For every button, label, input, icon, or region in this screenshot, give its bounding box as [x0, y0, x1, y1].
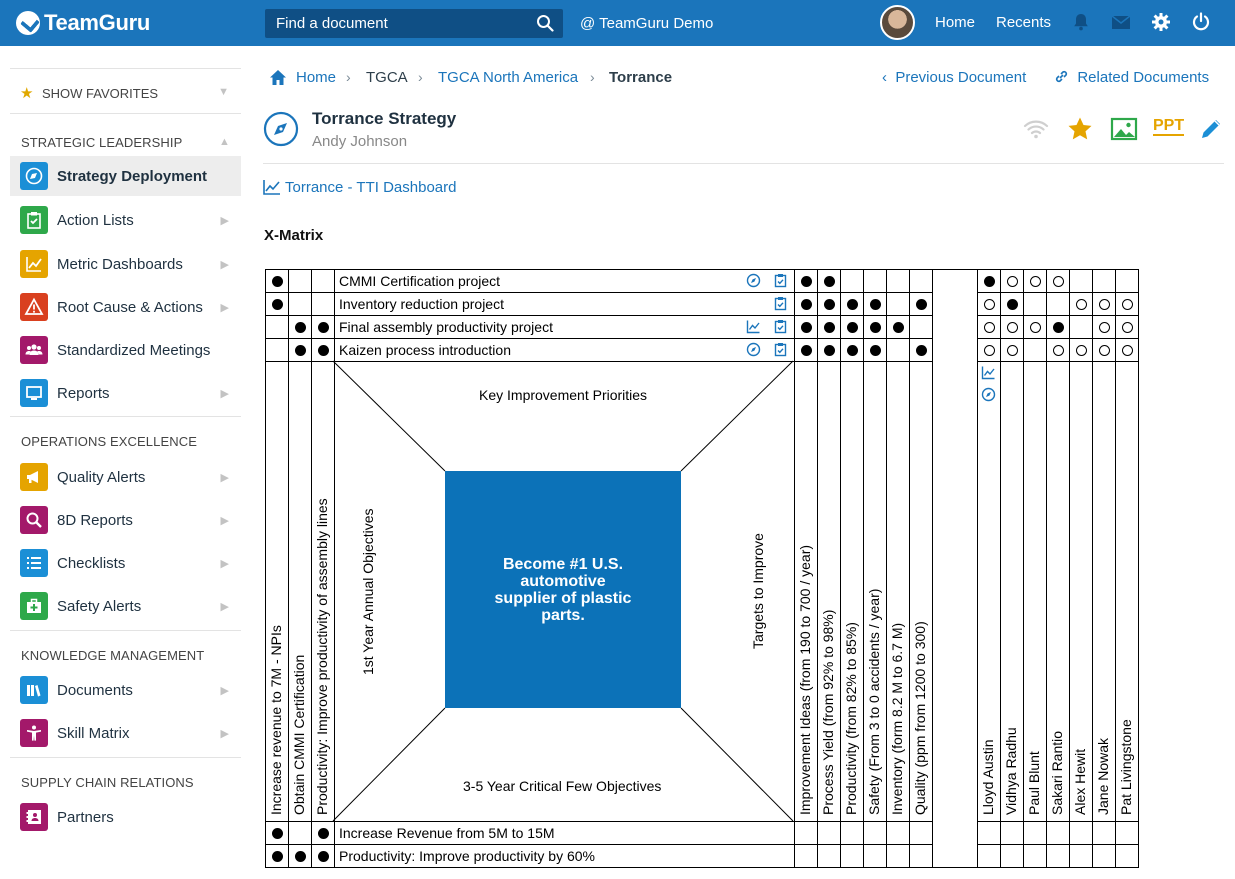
quadrant-label-right: Targets to Improve [750, 533, 766, 649]
filled-dot-icon [1007, 299, 1018, 310]
owner-name: Jane Nowak [1095, 737, 1111, 815]
filled-dot-icon [272, 276, 283, 287]
filled-dot-icon [801, 322, 812, 333]
edit-pencil-icon[interactable] [1197, 115, 1225, 143]
filled-dot-icon [318, 345, 329, 356]
line-chart-icon[interactable] [746, 319, 761, 334]
app-name: TeamGuru [44, 10, 150, 35]
open-circle-icon [1053, 276, 1064, 287]
filled-dot-icon [295, 851, 306, 862]
contact-card-icon [20, 803, 48, 831]
filled-dot-icon [801, 299, 812, 310]
mail-icon[interactable] [1110, 11, 1132, 33]
image-icon[interactable] [1110, 115, 1138, 143]
filled-dot-icon [916, 345, 927, 356]
open-circle-icon [1007, 322, 1018, 333]
clipboard-check-icon[interactable] [773, 296, 788, 311]
sidebar-item-label: Standardized Meetings [57, 342, 211, 359]
annual-objective-label: Increase revenue to 7M - NPIs [268, 625, 284, 815]
chevron-right-icon: ▶ [220, 472, 229, 484]
related-documents-label: Related Documents [1077, 69, 1210, 86]
objective-correlation-cell [265, 338, 289, 362]
sidebar-item-8d-reports[interactable] [10, 500, 241, 540]
compass-icon[interactable] [746, 342, 761, 357]
priority-label: Final assembly productivity project [339, 319, 553, 335]
open-circle-icon [1099, 299, 1110, 310]
sidebar-item-partners[interactable] [10, 797, 241, 837]
show-favorites-label: SHOW FAVORITES [42, 86, 159, 101]
open-circle-icon [1030, 276, 1041, 287]
show-favorites[interactable] [10, 68, 241, 114]
open-circle-icon [1122, 345, 1133, 356]
filled-dot-icon [847, 299, 858, 310]
clipboard-check-icon[interactable] [773, 273, 788, 288]
chevron-right-icon: › [590, 69, 595, 85]
open-circle-icon [1099, 345, 1110, 356]
compass-icon [263, 111, 299, 147]
monitor-icon [20, 379, 48, 407]
target-correlation-cell [840, 844, 864, 868]
filled-dot-icon [272, 299, 283, 310]
magnifier-icon [20, 506, 48, 534]
objective-correlation-cell [288, 269, 312, 293]
objective-correlation-cell [288, 292, 312, 316]
objective-correlation-cell [311, 292, 335, 316]
gear-icon[interactable] [1150, 11, 1172, 33]
owner-cell [1023, 338, 1047, 362]
breadcrumb-tgca[interactable]: TGCA [366, 69, 408, 86]
sidebar-item-label: Partners [57, 809, 114, 826]
sidebar-item-label: Skill Matrix [57, 725, 130, 742]
books-icon [20, 676, 48, 704]
header-divider [263, 163, 1224, 164]
owner-cell [1092, 269, 1116, 293]
quadrant-label-left: 1st Year Annual Objectives [360, 508, 376, 675]
breadcrumb-current: Torrance [609, 69, 673, 86]
target-correlation-cell [794, 821, 818, 845]
filled-dot-icon [801, 345, 812, 356]
chevron-right-icon: › [346, 69, 351, 85]
list-icon [20, 549, 48, 577]
sidebar-item-label: Action Lists [57, 212, 134, 229]
breadcrumb-tgca-north-america[interactable]: TGCA North America [438, 69, 579, 86]
target-correlation-cell [794, 844, 818, 868]
owner-name: Vidhya Radhu [1003, 727, 1019, 815]
target-correlation-cell [886, 338, 910, 362]
objective-correlation-cell [288, 821, 312, 845]
dashboard-link-label: Torrance - TTI Dashboard [285, 179, 457, 196]
clipboard-check-icon[interactable] [773, 319, 788, 334]
chevron-right-icon: ▶ [220, 259, 229, 271]
target-correlation-cell [817, 821, 841, 845]
nav-recents[interactable]: Recents [996, 14, 1052, 31]
sidebar-item-skill-matrix[interactable] [10, 713, 241, 753]
open-circle-icon [1099, 322, 1110, 333]
open-circle-icon [1030, 322, 1041, 333]
chevron-right-icon: ▶ [220, 558, 229, 570]
filled-dot-icon [824, 299, 835, 310]
bell-icon[interactable] [1070, 11, 1092, 33]
target-label: Productivity (from 82% to 85%) [843, 622, 859, 815]
warning-icon [20, 293, 48, 321]
sidebar-item-label: Reports [57, 385, 110, 402]
filled-dot-icon [272, 851, 283, 862]
teamguru-logo[interactable] [16, 9, 150, 37]
filled-dot-icon [870, 322, 881, 333]
target-label: Process Yield (from 92% to 98%) [820, 609, 836, 815]
owner-cell [1023, 844, 1047, 868]
annual-objective-label: Productivity: Improve productivity of assembly lines [314, 498, 330, 815]
filled-dot-icon [847, 345, 858, 356]
sidebar-divider [10, 630, 241, 631]
sidebar-item-metric-dashboards[interactable] [10, 244, 241, 284]
link-icon [1054, 69, 1069, 84]
top-bar [0, 0, 1235, 46]
owner-cell [1000, 844, 1024, 868]
breadcrumb-home[interactable]: Home [296, 69, 337, 86]
sidebar-item-safety-alerts[interactable] [10, 586, 241, 626]
filled-dot-icon [893, 322, 904, 333]
chevron-right-icon: ▶ [220, 601, 229, 613]
target-correlation-cell [817, 844, 841, 868]
open-circle-icon [984, 322, 995, 333]
filled-dot-icon [318, 828, 329, 839]
open-circle-icon [984, 345, 995, 356]
owner-name: Lloyd Austin [980, 739, 996, 815]
target-label: Inventory (form 8.2 M to 6.7 M) [889, 622, 905, 815]
filled-dot-icon [847, 322, 858, 333]
line-chart-icon [263, 179, 281, 195]
compass-icon[interactable] [746, 273, 761, 288]
true-north-label: Become #1 U.S. automotive supplier of plastic parts. [494, 555, 632, 624]
objective-correlation-cell [265, 315, 289, 339]
sidebar-divider [10, 416, 241, 417]
target-label: Safety (From 3 to 0 accidents / year) [866, 588, 882, 815]
target-correlation-cell [863, 844, 887, 868]
sidebar-item-standardized-meetings[interactable] [10, 330, 241, 370]
logo-mark-icon [16, 11, 40, 35]
owner-cell [1023, 821, 1047, 845]
sidebar-item-strategy-deployment[interactable] [10, 156, 241, 196]
priority-label: Inventory reduction project [339, 296, 504, 312]
owner-cell [1115, 844, 1139, 868]
target-correlation-cell [909, 821, 933, 845]
filled-dot-icon [295, 345, 306, 356]
owner-cell [1000, 821, 1024, 845]
search-icon[interactable] [536, 14, 554, 32]
dashboard-link[interactable] [263, 179, 456, 196]
filled-dot-icon [824, 345, 835, 356]
chevron-right-icon: ▶ [220, 302, 229, 314]
owner-name: Alex Hewit [1072, 748, 1088, 815]
previous-document-label: Previous Document [895, 69, 1027, 86]
filled-dot-icon [272, 828, 283, 839]
owner-name: Sakari Rantio [1049, 730, 1065, 815]
owner-cell [1069, 844, 1093, 868]
sidebar-item-root-cause[interactable] [10, 287, 241, 327]
filled-dot-icon [916, 299, 927, 310]
sidebar-item-documents[interactable] [10, 670, 241, 710]
line-chart-icon [20, 250, 48, 278]
chevron-down-icon: ▼ [218, 86, 229, 98]
priority-label: Kaizen process introduction [339, 342, 511, 358]
open-circle-icon [1122, 299, 1133, 310]
open-circle-icon [1007, 345, 1018, 356]
filled-dot-icon [870, 299, 881, 310]
document-author: Andy Johnson [312, 133, 408, 150]
target-correlation-cell [886, 269, 910, 293]
search-box [265, 9, 563, 38]
people-icon [20, 336, 48, 364]
sidebar-item-quality-alerts[interactable] [10, 457, 241, 497]
sidebar-item-label: Metric Dashboards [57, 256, 183, 273]
org-switcher[interactable]: @ TeamGuru Demo [580, 15, 714, 32]
filled-dot-icon [870, 345, 881, 356]
owner-cell [1046, 292, 1070, 316]
owner-cell [977, 844, 1001, 868]
related-documents-link[interactable] [1054, 69, 1209, 86]
owner-cell [1092, 821, 1116, 845]
open-circle-icon [1122, 322, 1133, 333]
clipboard-check-icon [20, 206, 48, 234]
sidebar-item-label: Documents [57, 682, 133, 699]
target-label: Quality (ppm from 1200 to 300) [912, 621, 928, 815]
wifi-icon[interactable] [1022, 115, 1050, 143]
owner-cell [1092, 844, 1116, 868]
owner-cell [1069, 821, 1093, 845]
page-title: Torrance Strategy [312, 109, 457, 128]
search-input[interactable] [274, 14, 524, 33]
sidebar-item-reports[interactable] [10, 373, 241, 413]
sidebar-item-label: Strategy Deployment [57, 168, 208, 185]
owner-name: Paul Blunt [1026, 751, 1042, 815]
sidebar-item-label: Safety Alerts [57, 598, 142, 615]
target-correlation-cell [840, 821, 864, 845]
filled-dot-icon [318, 322, 329, 333]
chevron-up-icon[interactable]: ▲ [219, 136, 230, 148]
sidebar-item-action-lists[interactable] [10, 200, 241, 240]
compass-icon [20, 162, 48, 190]
filled-dot-icon [801, 276, 812, 287]
person-icon [20, 719, 48, 747]
target-correlation-cell [909, 269, 933, 293]
chevron-right-icon: ▶ [220, 728, 229, 740]
target-label: Improvement Ideas (from 190 to 700 / year) [797, 544, 813, 815]
target-correlation-cell [886, 844, 910, 868]
owner-name: Pat Livingstone [1118, 719, 1134, 815]
matrix-gap [932, 269, 978, 868]
open-circle-icon [1076, 299, 1087, 310]
owner-cell [1046, 821, 1070, 845]
open-circle-icon [984, 299, 995, 310]
first-aid-icon [20, 592, 48, 620]
previous-document-link[interactable] [882, 69, 1026, 86]
annual-objective-label: Obtain CMMI Certification [291, 654, 307, 815]
owner-cell [1115, 269, 1139, 293]
filled-dot-icon [984, 276, 995, 287]
sidebar-item-label: Root Cause & Actions [57, 299, 203, 316]
filled-dot-icon [824, 276, 835, 287]
target-correlation-cell [840, 269, 864, 293]
critical-objective-label: Increase Revenue from 5M to 15M [339, 825, 555, 841]
owner-cell [1069, 269, 1093, 293]
target-correlation-cell [909, 844, 933, 868]
section-supply-chain: SUPPLY CHAIN RELATIONS [21, 775, 194, 790]
line-chart-icon[interactable] [981, 365, 996, 380]
sidebar-item-checklists[interactable] [10, 543, 241, 583]
sidebar-divider [10, 757, 241, 758]
power-icon[interactable] [1190, 11, 1212, 33]
owner-cell [1023, 292, 1047, 316]
home-icon[interactable] [269, 69, 287, 86]
target-correlation-cell [909, 315, 933, 339]
priority-label: CMMI Certification project [339, 273, 501, 289]
sidebar-item-label: Quality Alerts [57, 469, 146, 486]
target-correlation-cell [863, 269, 887, 293]
owner-cell [1115, 821, 1139, 845]
section-knowledge-management: KNOWLEDGE MANAGEMENT [21, 648, 205, 663]
chevron-right-icon: › [418, 69, 423, 85]
chevron-left-icon: ‹ [882, 69, 892, 86]
filled-dot-icon [295, 322, 306, 333]
compass-icon[interactable] [981, 387, 996, 402]
quadrant-label-bottom: 3-5 Year Critical Few Objectives [463, 778, 662, 794]
star-icon: ★ [20, 85, 34, 102]
target-correlation-cell [863, 821, 887, 845]
nav-home[interactable]: Home [935, 14, 976, 31]
filled-dot-icon [824, 322, 835, 333]
critical-objective-label: Productivity: Improve productivity by 60% [339, 848, 595, 864]
target-correlation-cell [886, 821, 910, 845]
section-strategic-leadership: STRATEGIC LEADERSHIP [21, 135, 183, 150]
open-circle-icon [1076, 345, 1087, 356]
chevron-right-icon: ▶ [220, 215, 229, 227]
chevron-right-icon: ▶ [220, 515, 229, 527]
ppt-export-button[interactable]: PPT [1153, 117, 1185, 134]
open-circle-icon [1007, 276, 1018, 287]
objective-correlation-cell [311, 269, 335, 293]
owner-cell [977, 821, 1001, 845]
clipboard-check-icon[interactable] [773, 342, 788, 357]
owner-cell [1046, 844, 1070, 868]
section-operations-excellence: OPERATIONS EXCELLENCE [21, 434, 197, 449]
megaphone-icon [20, 463, 48, 491]
true-north-goal [445, 471, 681, 708]
sidebar-item-label: 8D Reports [57, 512, 133, 529]
chevron-right-icon: ▶ [220, 685, 229, 697]
chevron-right-icon: ▶ [220, 388, 229, 400]
x-matrix-title: X-Matrix [264, 227, 324, 244]
filled-dot-icon [318, 851, 329, 862]
target-correlation-cell [886, 292, 910, 316]
sidebar-item-label: Checklists [57, 555, 126, 572]
owner-cell [1069, 315, 1093, 339]
quadrant-label-top: Key Improvement Priorities [479, 387, 648, 403]
favorite-star-icon[interactable] [1066, 115, 1094, 143]
avatar[interactable] [880, 5, 915, 40]
filled-dot-icon [1053, 322, 1064, 333]
open-circle-icon [1053, 345, 1064, 356]
